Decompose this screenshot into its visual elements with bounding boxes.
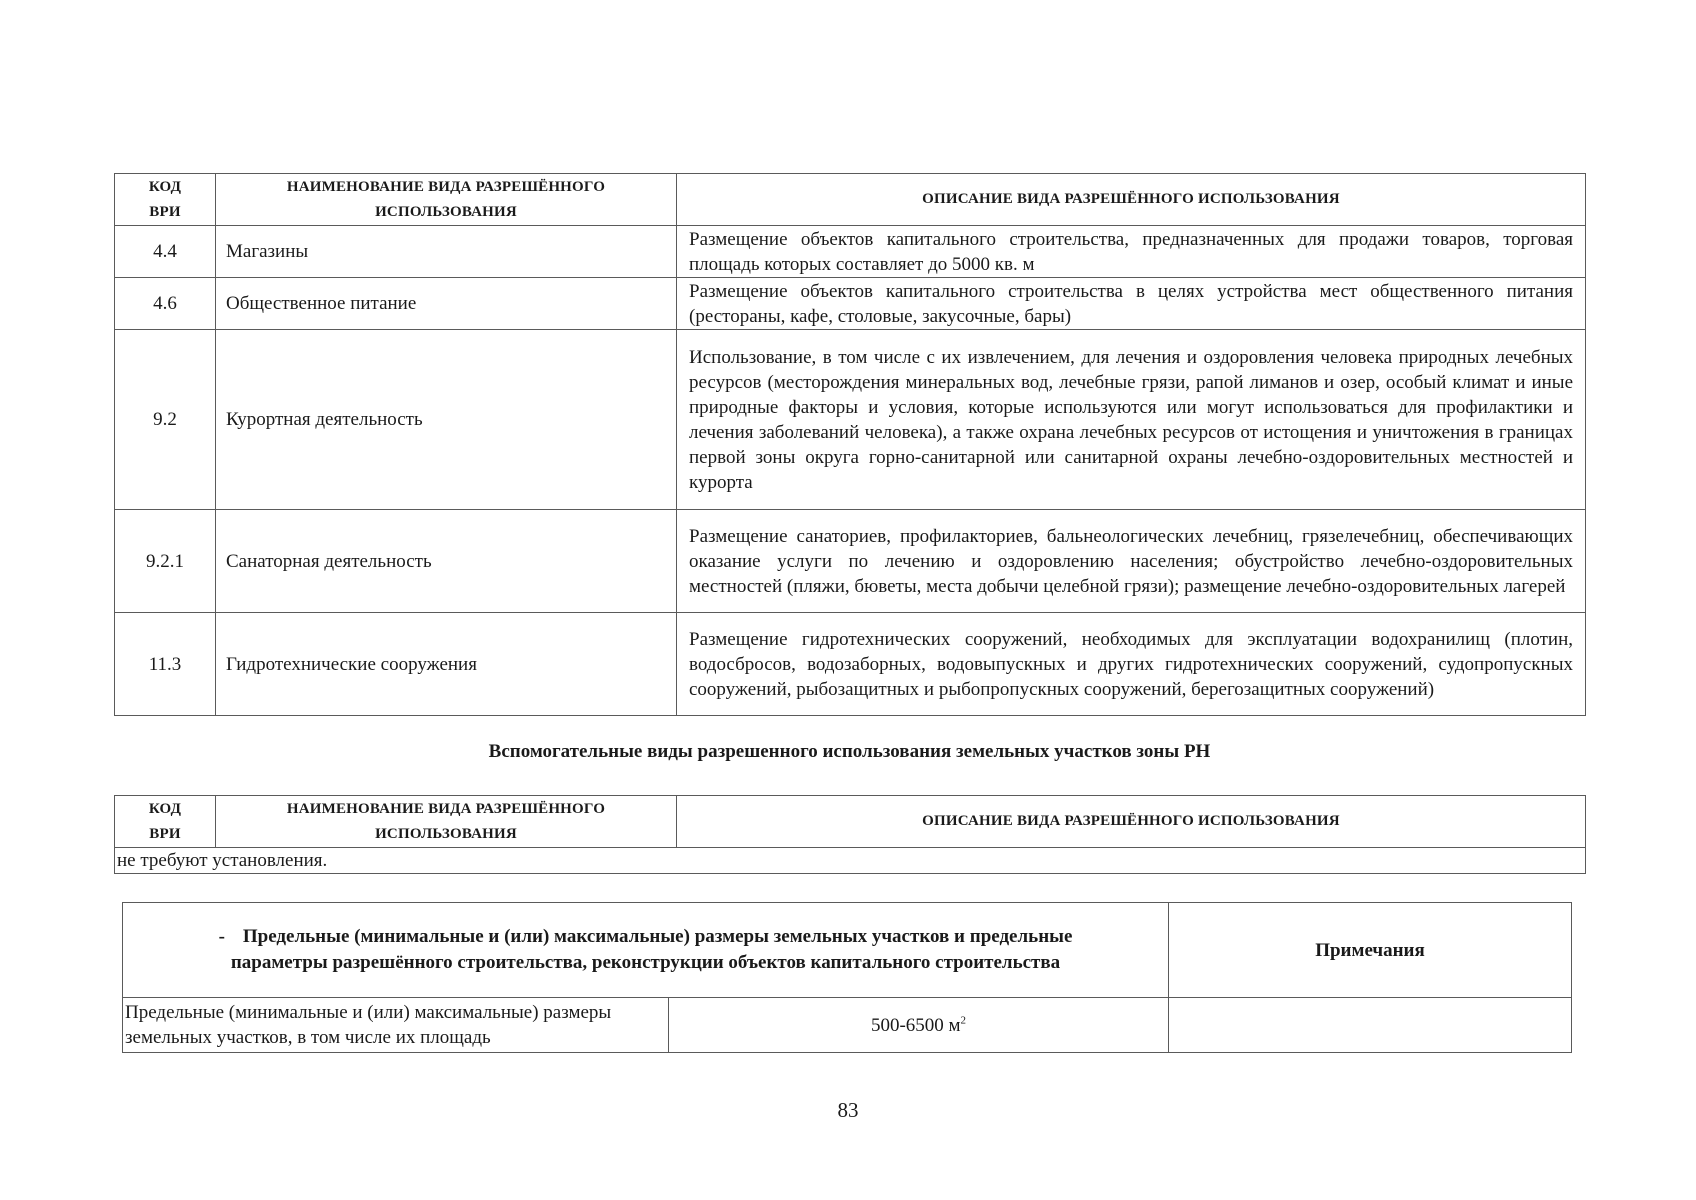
row-description: Размещение гидротехнических сооружений, необходимых для эксплуатации водохранилищ (плотин, водосбросов, водозаборных, водовыпускных и других гидротехнических сооружений, судопропускных сооружений, рыбозащитных и рыбопропускных сооружений, берегозащитных сооружений) [677,613,1586,716]
table-header-row [115,174,1586,226]
table-row [115,278,1586,330]
notes-header: Примечания [1169,903,1572,998]
row-code: 9.2 [115,330,216,510]
table-row [115,848,1586,874]
auxiliary-uses-table [114,795,1586,874]
row-code: 4.4 [115,226,216,278]
table-row [115,330,1586,510]
table-row [115,226,1586,278]
row-description: Размещение объектов капитального строительства в целях устройства мест общественного питания (рестораны, кафе, столовые, закусочные, бары) [677,278,1586,330]
parameters-heading [123,903,1169,998]
header-name: НАИМЕНОВАНИЕ ВИДА РАЗРЕШЁННОГО ИСПОЛЬЗОВАНИЯ [216,174,677,226]
table-header-row [115,796,1586,848]
header-code: КОД ВРИ [115,796,216,848]
row-name: Магазины [216,226,677,278]
row-name: Общественное питание [216,278,677,330]
row-name: Гидротехнические сооружения [216,613,677,716]
page-number: 83 [837,1098,859,1122]
heading-dash: - [218,926,225,947]
parameters-table [122,902,1572,1053]
table-header-row [123,903,1572,998]
row-description: Размещение объектов капитального строительства, предназначенных для продажи товаров, торговая площадь которых составляет до 5000 кв. м [677,226,1586,278]
table-row [115,510,1586,613]
row-name: Санаторная деятельность [216,510,677,613]
heading-text: Предельные (минимальные и (или) максимальные) размеры земельных участков и предельные параметры разрешённого строительства, реконструкции объектов капитального строительства [230,926,1073,973]
row-name: Курортная деятельность [216,330,677,510]
auxiliary-uses-heading: Вспомогательные виды разрешенного использования земельных участков зоны РН [488,741,1211,762]
row-description: Использование, в том числе с их извлечением, для лечения и оздоровления человека природных лечебных ресурсов (месторождения минеральных вод, лечебные грязи, рапой лиманов и озер, особый климат и иные природные факторы и условия, которые используются или могут использоваться для профилактики и лечения заболеваний человека), а также охрана лечебных ресурсов от истощения и уничтожения в границах первой зоны округа горно-санитарной или санитарной охраны лечебно-оздоровительных местностей и курорта [677,330,1586,510]
parameter-label: Предельные (минимальные и (или) максимальные) размеры земельных участков, в том числе их площадь [123,998,669,1053]
parameter-value-sup: 2 [960,1014,967,1027]
table-row [115,613,1586,716]
parameter-note [1169,998,1572,1053]
header-description: ОПИСАНИЕ ВИДА РАЗРЕШЁННОГО ИСПОЛЬЗОВАНИЯ [677,174,1586,226]
parameter-value-text: 500-6500 м [870,1014,961,1036]
header-code: КОД ВРИ [115,174,216,226]
table-row [123,998,1572,1053]
header-name: НАИМЕНОВАНИЕ ВИДА РАЗРЕШЁННОГО ИСПОЛЬЗОВАНИЯ [216,796,677,848]
header-description: ОПИСАНИЕ ВИДА РАЗРЕШЁННОГО ИСПОЛЬЗОВАНИЯ [677,796,1586,848]
row-code: 4.6 [115,278,216,330]
row-code: 9.2.1 [115,510,216,613]
permitted-use-table [114,173,1586,716]
row-description: Размещение санаториев, профилакториев, бальнеологических лечебниц, грязелечебниц, обеспечивающих оказание услуги по лечению и оздоровлению населения; обустройство лечебно-оздоровительных местностей (пляжи, бюветы, места добычи целебной грязи); размещение лечебно-оздоровительных лагерей [677,510,1586,613]
auxiliary-note: не требуют установления. [115,848,1586,874]
parameter-value [669,998,1169,1053]
row-code: 11.3 [115,613,216,716]
